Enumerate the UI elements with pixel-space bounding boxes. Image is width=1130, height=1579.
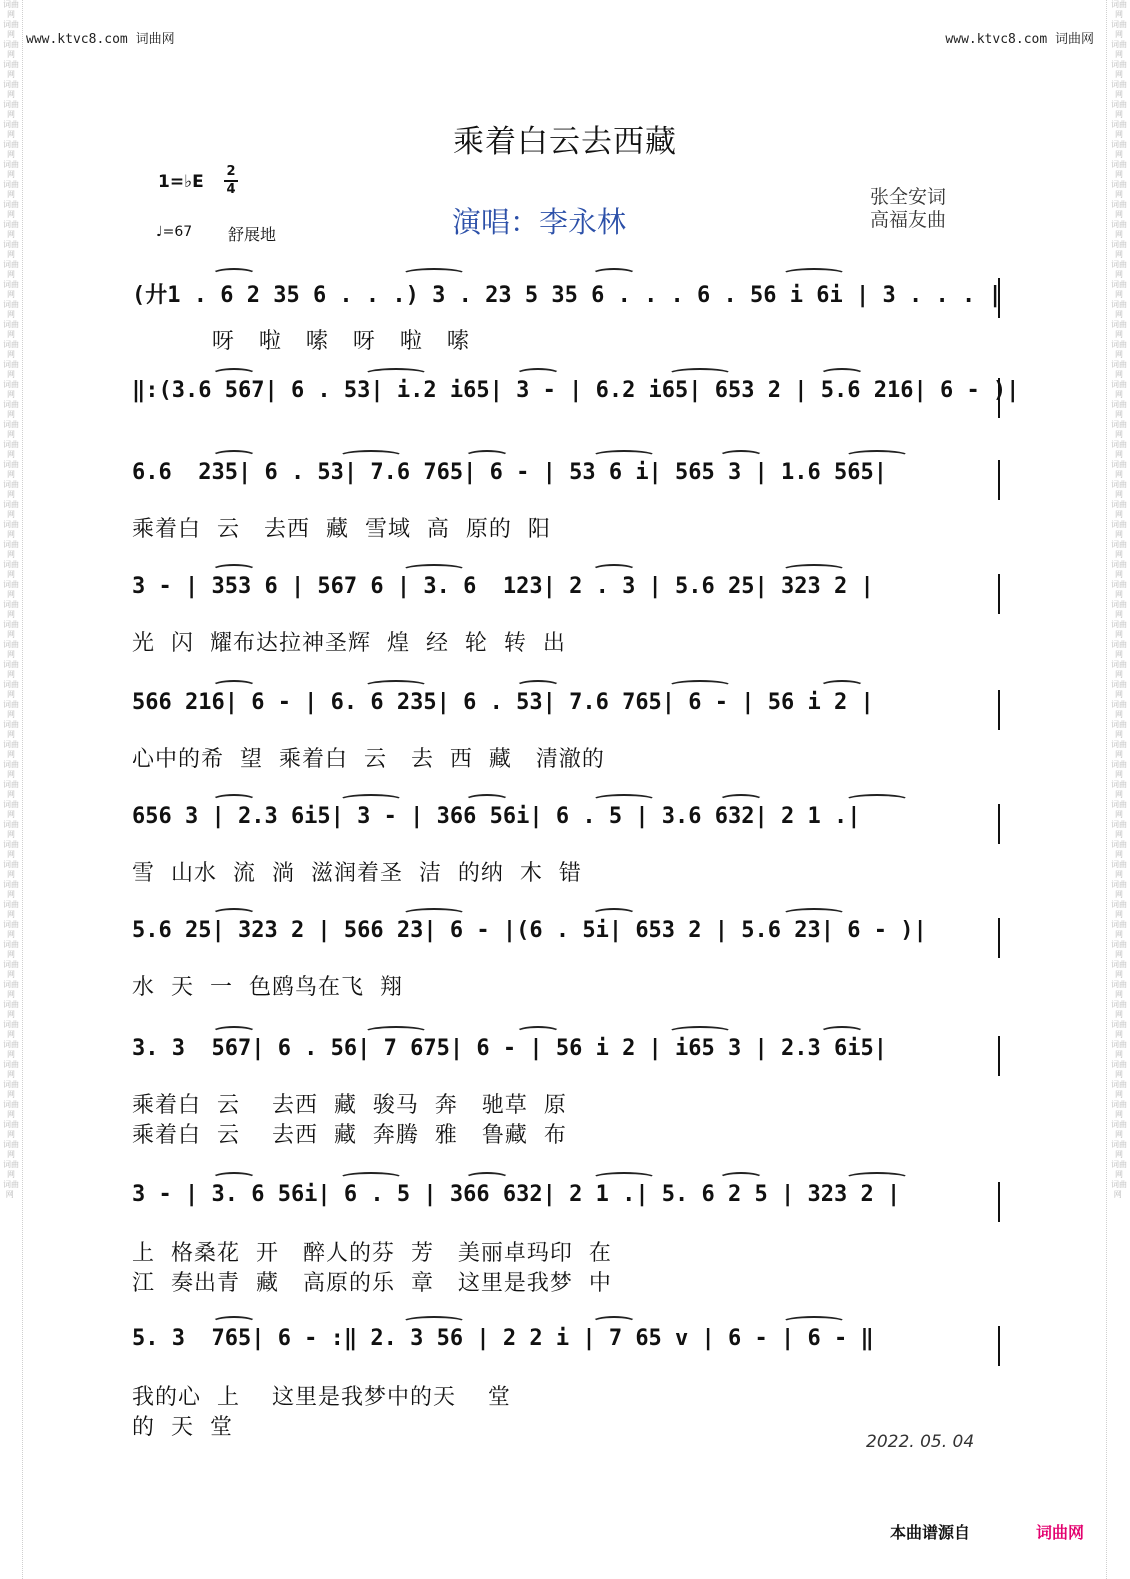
slur-arc — [719, 450, 763, 462]
slur-arc — [820, 1026, 864, 1038]
score-line — [132, 1182, 998, 1222]
barline — [998, 278, 1000, 318]
slur-arc — [465, 794, 509, 806]
lyric-line: 乘着白 云 去西 藏 雪域 高 原的 阳 — [132, 517, 551, 542]
slur-arc — [402, 908, 466, 920]
slur-arc — [402, 1316, 466, 1328]
barline — [998, 574, 1000, 614]
notation-line: 5.6 25| 323 2 | 566 23| 6 - |(6 . 5i| 653 2 | 5.6 23| 6 - )| — [132, 918, 927, 943]
site-url-left[interactable]: www.ktvc8.com 词曲网 — [26, 32, 175, 47]
slur-arc — [212, 368, 256, 380]
slur-arc — [516, 368, 560, 380]
slur-arc — [339, 794, 403, 806]
slur-arc — [402, 268, 466, 280]
lyric-line: 上 格桑花 开 醉人的芬 芳 美丽卓玛印 在 — [132, 1241, 612, 1266]
slur-arc — [592, 450, 656, 462]
slur-arc — [516, 680, 560, 692]
slur-arc — [668, 1026, 732, 1038]
slur-arc — [212, 1316, 256, 1328]
composer-credit: 高福友曲 — [870, 209, 947, 231]
barline — [998, 1036, 1000, 1076]
score-line — [132, 1036, 998, 1076]
notation-line: (廾1 . 6 2 35 6 . . .) 3 . 23 5 35 6 . . . 6 . 56 i 6i | 3 . . . | — [132, 283, 1002, 308]
lyric-line: 乘着白 云 去西 藏 奔腾 雅 鲁藏 布 — [132, 1123, 567, 1148]
slur-arc — [212, 564, 256, 576]
side-watermark-right: 词曲网 词曲网 词曲网 词曲网 词曲网 词曲网 词曲网 词曲网 词曲网 词曲网 词曲网 词曲网 词曲网 词曲网 词曲网 词曲网 词曲网 词曲网 词曲网 词曲网 词曲网 词曲网 词曲网 词曲网 词曲网 词曲网 词曲网 词曲网 词曲网 词曲网 词曲网 词曲网 词曲网 词曲网 词曲网 词曲网 词曲网 词曲网 词曲网 词曲网 词曲网 词曲网 词曲网 词曲网 词曲网 词曲网 词曲网 词曲网 词曲网 词曲网 词曲网 词曲网 词曲网 词曲网 词曲网 词曲网 词曲网 词曲网 词曲网 词曲网 — [1111, 0, 1127, 1199]
lyric-line: 乘着白 云 去西 藏 骏马 奔 驰草 原 — [132, 1093, 567, 1118]
barline — [998, 1326, 1000, 1366]
notation-line: 5. 3 765| 6 - :‖ 2. 3 56 | 2 2 i | 7 65 v | 6 - | 6 - ‖ — [132, 1326, 874, 1351]
notation-line: 3 - | 353 6 | 567 6 | 3. 6 123| 2 . 3 | 5.6 25| 323 2 | — [132, 574, 874, 599]
slur-arc — [592, 1316, 636, 1328]
song-title: 乘着白云去西藏 — [453, 124, 677, 160]
key-signature: 1=♭E — [158, 172, 204, 192]
barline — [998, 690, 1000, 730]
footer-source-label: 本曲谱源自 — [890, 1523, 971, 1542]
lyric-line: 的 天 堂 — [132, 1415, 233, 1440]
slur-arc — [782, 268, 846, 280]
slur-arc — [364, 368, 428, 380]
score-line — [132, 460, 998, 500]
slur-arc — [212, 450, 256, 462]
notation-line: 3. 3 567| 6 . 56| 7 675| 6 - | 56 i 2 | i65 3 | 2.3 6i5| — [132, 1036, 887, 1061]
slur-arc — [845, 450, 909, 462]
score-line — [132, 378, 1020, 418]
score-line — [132, 278, 1002, 318]
date-stamp: 2022. 05. 04 — [866, 1432, 975, 1452]
site-url-right[interactable]: www.ktvc8.com 词曲网 — [945, 32, 1094, 47]
barline — [998, 378, 1000, 418]
lyric-line: 江 奏出青 藏 高原的乐 章 这里是我梦 中 — [132, 1271, 612, 1296]
barline — [998, 918, 1000, 958]
side-watermark-left: 词曲网 词曲网 词曲网 词曲网 词曲网 词曲网 词曲网 词曲网 词曲网 词曲网 词曲网 词曲网 词曲网 词曲网 词曲网 词曲网 词曲网 词曲网 词曲网 词曲网 词曲网 词曲网 词曲网 词曲网 词曲网 词曲网 词曲网 词曲网 词曲网 词曲网 词曲网 词曲网 词曲网 词曲网 词曲网 词曲网 词曲网 词曲网 词曲网 词曲网 词曲网 词曲网 词曲网 词曲网 词曲网 词曲网 词曲网 词曲网 词曲网 词曲网 词曲网 词曲网 词曲网 词曲网 词曲网 词曲网 词曲网 词曲网 词曲网 词曲网 — [3, 0, 19, 1199]
slur-arc — [592, 564, 636, 576]
slur-arc — [212, 680, 256, 692]
notation-line: 656 3 | 2.3 6i5| 3 - | 366 56i| 6 . 5 | 3.6 632| 2 1 .| — [132, 804, 861, 829]
lyric-line: 我的心 上 这里是我梦中的天 堂 — [132, 1385, 511, 1410]
lyricist-credit: 张全安词 — [870, 186, 947, 208]
time-signature-bottom: 4 — [226, 182, 236, 197]
slur-arc — [339, 450, 403, 462]
singer-credit: 演唱：李永林 — [452, 205, 627, 239]
credits — [870, 186, 946, 232]
notation-line: 6.6 235| 6 . 53| 7.6 765| 6 - | 53 6 i| 565 3 | 1.6 565| — [132, 460, 887, 485]
lyric-line: 水 天 一 色鸥鸟在飞 翔 — [132, 975, 403, 1000]
slur-arc — [364, 680, 428, 692]
slur-arc — [212, 908, 256, 920]
slur-arc — [592, 1172, 656, 1184]
slur-arc — [592, 794, 656, 806]
slur-arc — [364, 1026, 428, 1038]
slur-arc — [465, 450, 509, 462]
lyric-line: 呀 啦 嗦 呀 啦 嗦 — [132, 329, 470, 354]
slur-arc — [402, 564, 466, 576]
score-line — [132, 574, 998, 614]
slur-arc — [782, 564, 846, 576]
barline — [998, 804, 1000, 844]
slur-arc — [820, 368, 864, 380]
notation-line: 566 216| 6 - | 6. 6 235| 6 . 53| 7.6 765| 6 - | 56 i 2 | — [132, 690, 874, 715]
slur-arc — [212, 268, 256, 280]
slur-arc — [592, 908, 636, 920]
slur-arc — [668, 368, 732, 380]
score-line — [132, 690, 998, 730]
tempo-marking: ♩=67 — [156, 224, 193, 240]
barline — [998, 1182, 1000, 1222]
left-border — [22, 0, 23, 1579]
slur-arc — [820, 680, 864, 692]
slur-arc — [845, 1172, 909, 1184]
notation-line: 3 - | 3. 6 56i| 6 . 5 | 366 632| 2 1 .| 5. 6 2 5 | 323 2 | — [132, 1182, 901, 1207]
slur-arc — [845, 794, 909, 806]
slur-arc — [212, 1026, 256, 1038]
score-line — [132, 1326, 998, 1366]
slur-arc — [212, 1172, 256, 1184]
time-signature-top: 2 — [224, 164, 238, 182]
notation-line: ‖:(3.6 567| 6 . 53| i.2 i65| 3 - | 6.2 i65| 653 2 | 5.6 216| 6 - )| — [132, 378, 1020, 403]
lyric-line: 心中的希 望 乘着白 云 去 西 藏 清澈的 — [132, 747, 605, 772]
slur-arc — [465, 1172, 509, 1184]
score-line — [132, 918, 998, 958]
lyric-line: 雪 山水 流 淌 滋润着圣 洁 的纳 木 错 — [132, 861, 582, 886]
slur-arc — [592, 268, 636, 280]
slur-arc — [212, 794, 256, 806]
slur-arc — [339, 1172, 403, 1184]
slur-arc — [516, 1026, 560, 1038]
lyric-line: 光 闪 耀布达拉神圣辉 煌 经 轮 转 出 — [132, 631, 566, 656]
barline — [998, 460, 1000, 500]
time-signature — [224, 164, 238, 198]
slur-arc — [782, 1316, 846, 1328]
slur-arc — [719, 1172, 763, 1184]
footer-brand-link[interactable]: 词曲网 — [1036, 1523, 1085, 1542]
slur-arc — [719, 794, 763, 806]
slur-arc — [782, 908, 846, 920]
score-line — [132, 804, 998, 844]
right-border — [1106, 0, 1107, 1579]
slur-arc — [668, 680, 732, 692]
expression-marking: 舒展地 — [228, 225, 277, 244]
